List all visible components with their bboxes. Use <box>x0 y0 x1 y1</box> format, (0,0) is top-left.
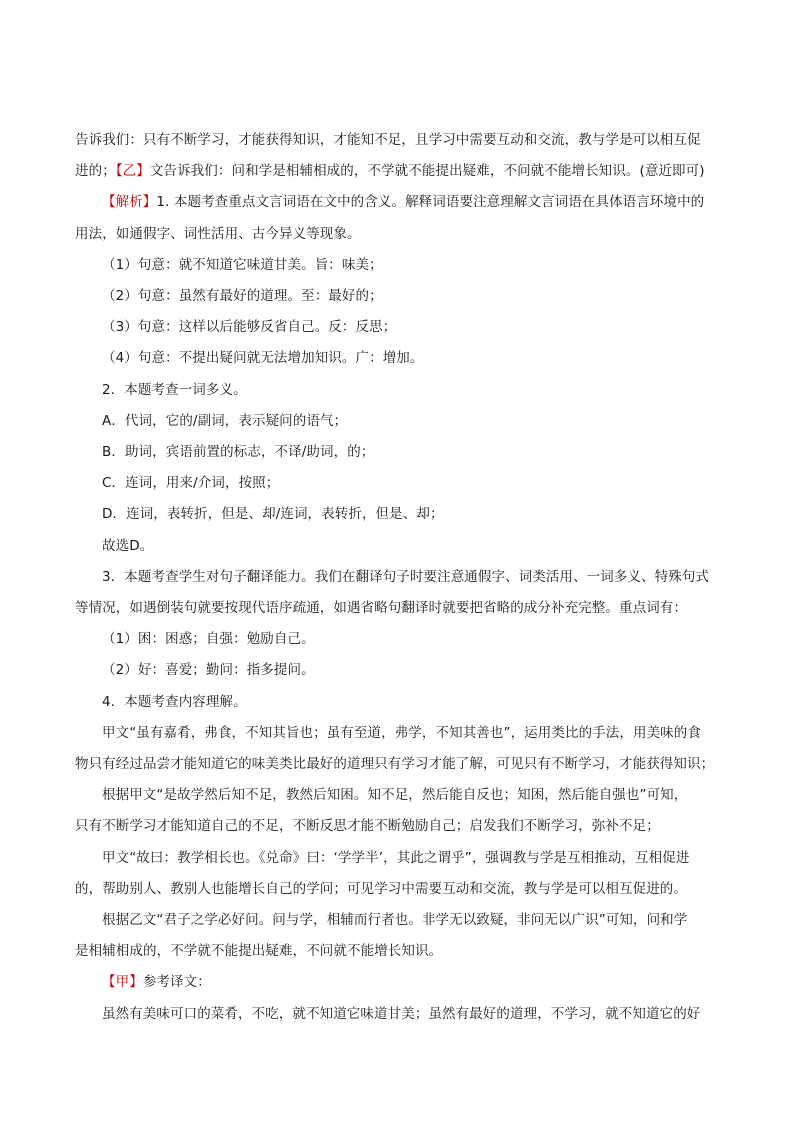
section-tag: 【甲】 <box>102 974 143 990</box>
text-line: （1）句意：就不知道它味道甘美。旨：味美； <box>102 257 383 273</box>
text-line: 物只有经过品尝才能知道它的味美类比最好的道理只有学习才能了解，可见只有不断学习，才能获得知识； <box>75 756 715 772</box>
text-line: 的，帮助别人、教别人也能增长自己的学问；可见学习中需要互动和交流，教与学是可以相互促进的。 <box>75 881 687 897</box>
text-line: 故选D。 <box>102 538 154 554</box>
text-segment: 文告诉我们：问和学是相辅相成的，不学就不能提出疑难，不问就不能增长知识。(意近即可) <box>149 163 705 179</box>
text-line: 甲文“故曰：教学相长也。《兑命》曰：‘学学半’，其此之谓乎”，强调教与学是互相推动，互相促进 <box>102 850 690 866</box>
text-line: 只有不断学习才能知道自己的不足，不断反思才能不断勉励自己；启发我们不断学习，弥补不足； <box>75 818 660 834</box>
text-line: 是相辅相成的，不学就不能提出疑难，不问就不能增长知识。 <box>75 943 443 959</box>
section-tag: 【乙】 <box>115 163 150 179</box>
text-line <box>75 161 705 181</box>
text-line: 等情况，如遇倒装句就要按现代语序疏通，如遇省略句翻译时就要把省略的成分补充完整。重点词有： <box>75 600 687 616</box>
text-line: 根据乙文“君子之学必好问。问与学，相辅而行者也。非学无以致疑，非问无以广识”可知，问和学 <box>102 912 688 928</box>
text-line <box>102 192 704 212</box>
text-line: 用法，如通假字、词性活用、古今异义等现象。 <box>75 226 361 242</box>
text-segment: 参考译文： <box>142 974 211 990</box>
text-segment: 1. 本题考查重点文言词语在文中的含义。解释词语要注意理解文言词语在具体语言环境中的 <box>156 194 705 210</box>
text-line: （2）好：喜爱；勤问：指多提问。 <box>102 662 315 678</box>
text-line: 虽然有美味可口的菜肴，不吃，就不知道它味道甘美；虽然有最好的道理，不学习，就不知道它的好 <box>102 1006 701 1022</box>
text-line: 3．本题考查学生对句子翻译能力。我们在翻译句子时要注意通假字、词类活用、一词多义、特殊句式 <box>102 569 710 585</box>
text-line: 甲文“虽有嘉肴，弗食，不知其旨也；虽有至道，弗学，不知其善也”，运用类比的手法，用美味的食 <box>102 725 701 741</box>
text-line: D．连词，表转折，但是、却/连词，表转折，但是、却； <box>102 506 444 522</box>
text-line: A．代词，它的/副词，表示疑问的语气； <box>102 413 348 429</box>
analysis-tag: 【解析】 <box>102 194 157 210</box>
text-line: C．连词，用来/介词，按照； <box>102 475 280 491</box>
text-line: 4．本题考查内容理解。 <box>102 694 247 710</box>
text-line: （4）句意：不提出疑问就无法增加知识。广：增加。 <box>102 350 424 366</box>
text-line: （1）困：困惑；自强：勉励自己。 <box>102 631 315 647</box>
text-line: B．助词，宾语前置的标志，不译/助词，的； <box>102 444 375 460</box>
text-line: 告诉我们：只有不断学习，才能获得知识，才能知不足，且学习中需要互动和交流，教与学是可以相互促 <box>75 132 701 148</box>
text-line: （2）句意：虽然有最好的道理。至：最好的； <box>102 288 383 304</box>
text-line <box>102 972 211 992</box>
text-line: 根据甲文“是故学然后知不足，教然后知困。知不足，然后能自反也；知困，然后能自强也”可知， <box>102 787 688 803</box>
text-line: 2．本题考查一词多义。 <box>102 382 247 398</box>
text-segment: 进的； <box>75 163 116 179</box>
text-line: （3）句意：这样以后能够反省自己。反：反思； <box>102 319 397 335</box>
